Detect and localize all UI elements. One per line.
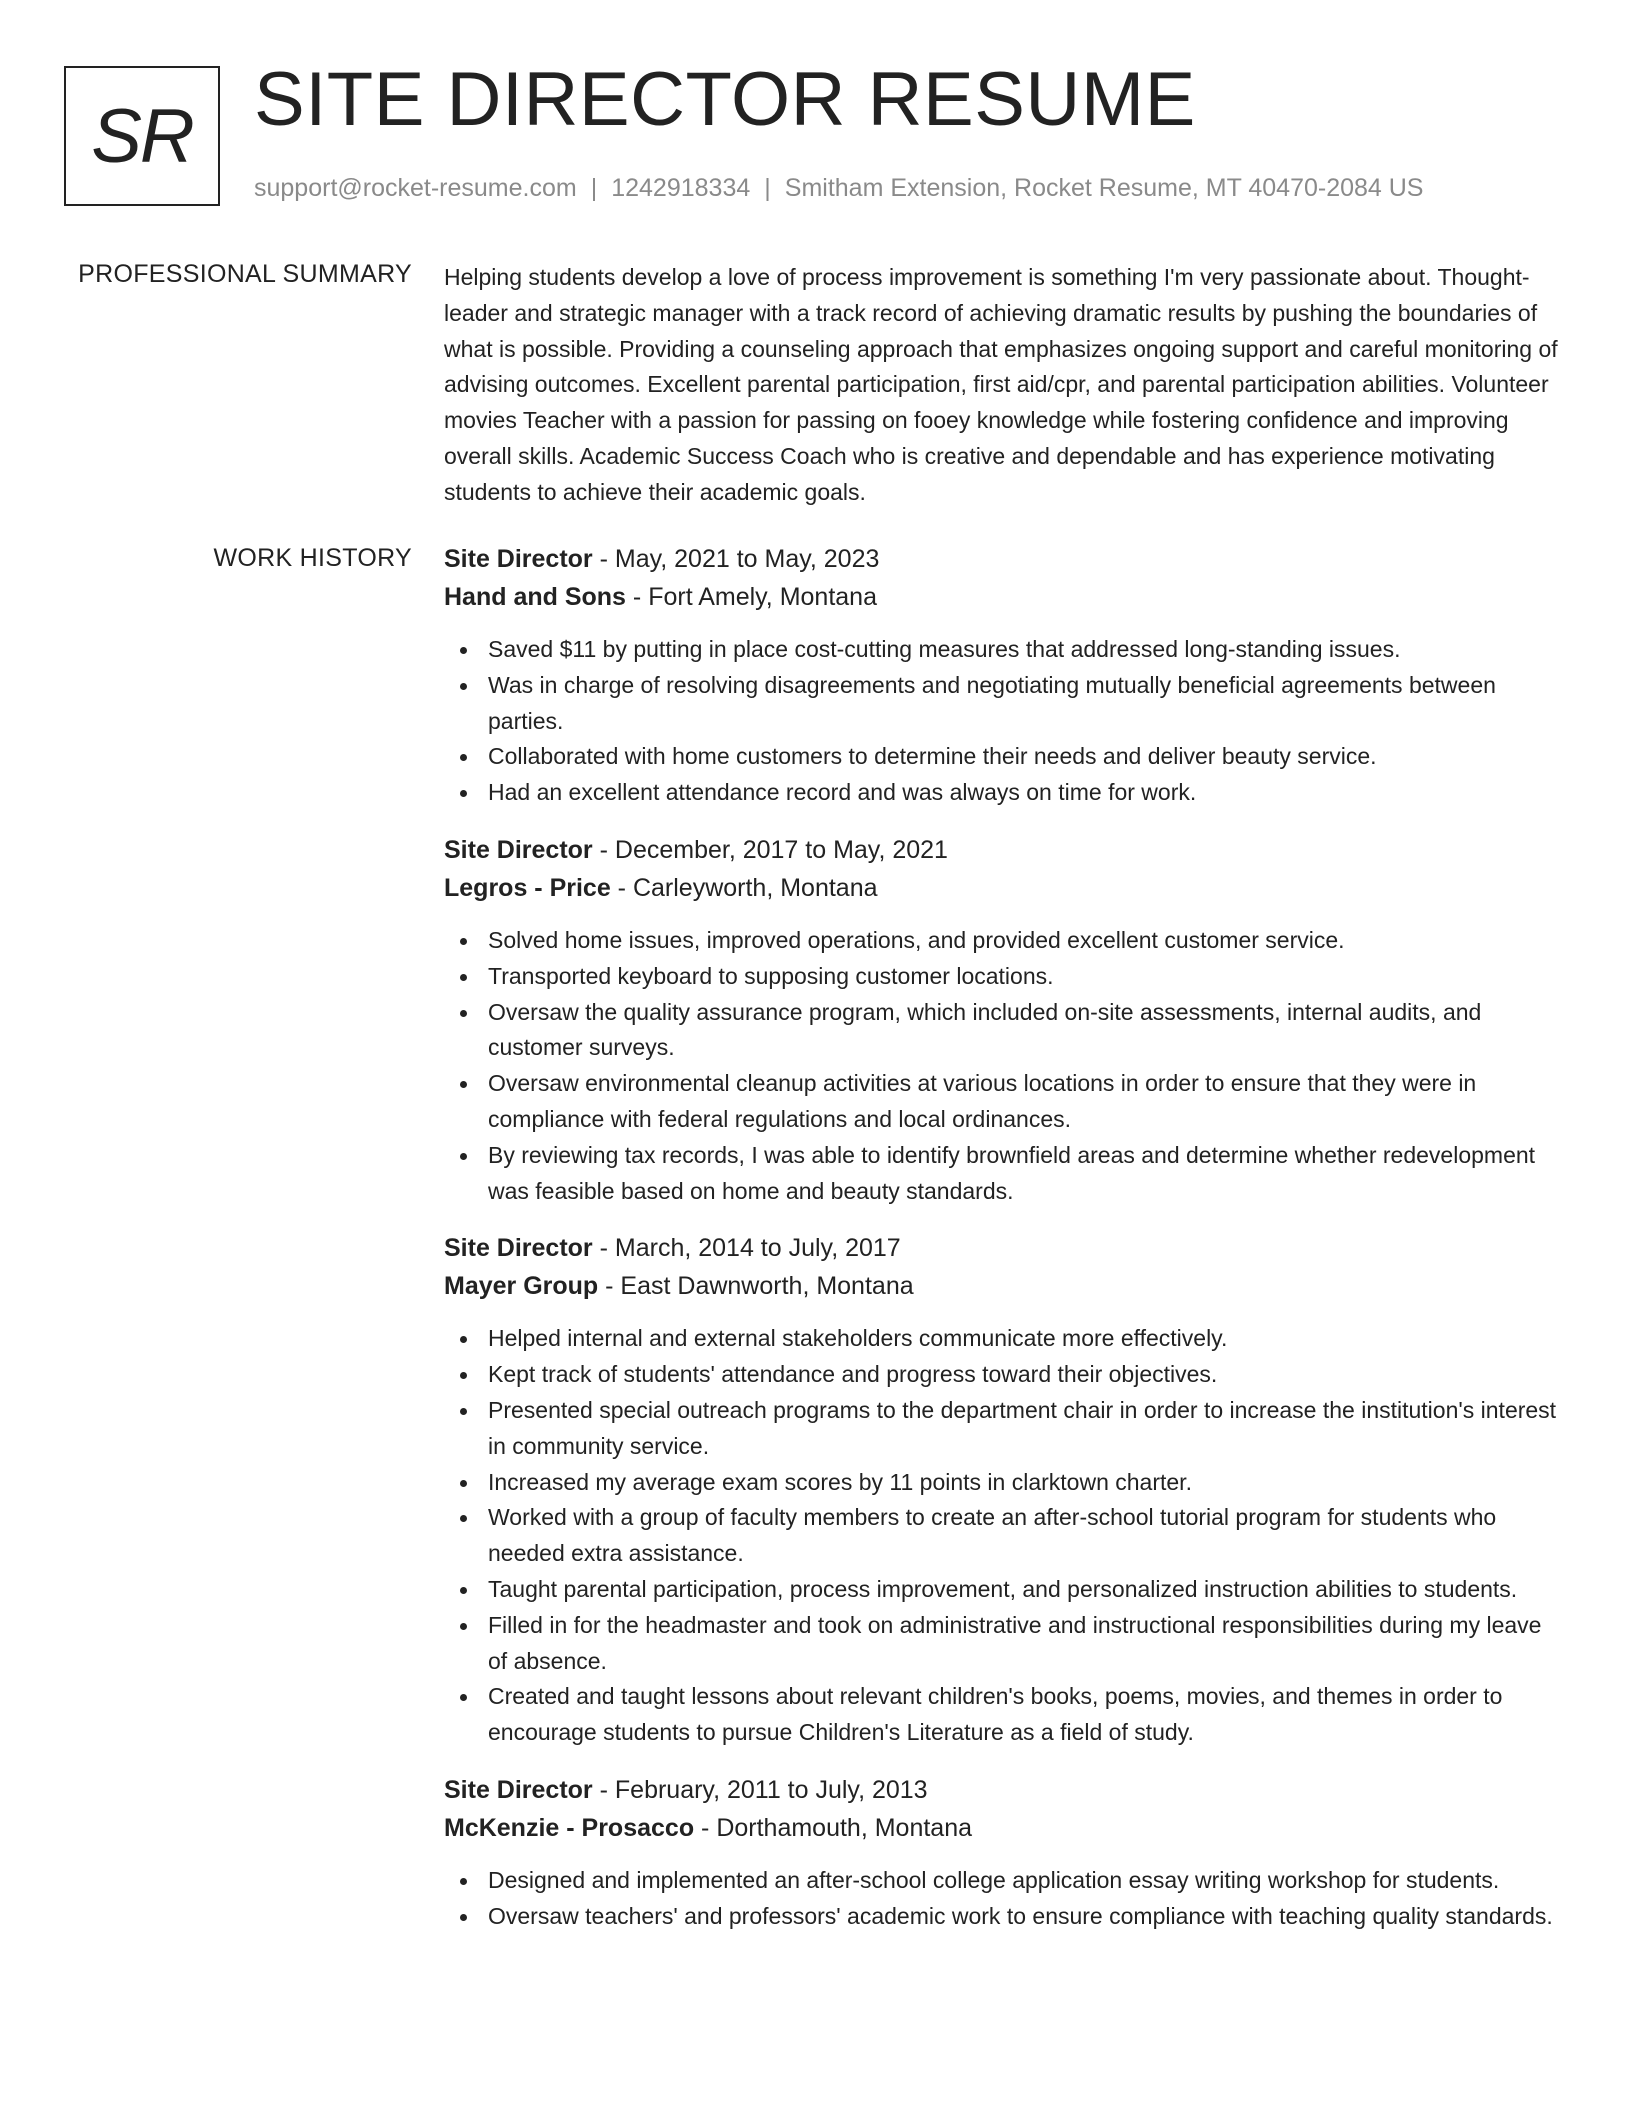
job-bullets <box>444 923 1560 1209</box>
job-entry <box>444 1229 1560 1751</box>
job-location: Dorthamouth, Montana <box>716 1813 973 1842</box>
job-title: Site Director <box>444 545 593 573</box>
contact-line <box>254 174 1424 203</box>
job-bullet: Kept track of students' attendance and progress toward their objectives. <box>444 1357 1560 1393</box>
contact-separator: | <box>764 174 771 202</box>
job-title-line: Site Director - May, 2021 to May, 2023 <box>444 545 880 573</box>
job-bullet: Oversaw environmental cleanup activities at various locations in order to ensure that they were in compliance with federal regulations and local ordinances. <box>444 1066 1560 1138</box>
job-entry <box>444 1771 1560 1935</box>
contact-separator: | <box>590 174 598 202</box>
job-dates: May, 2021 to May, 2023 <box>614 545 880 573</box>
job-bullet: Designed and implemented an after-school college application essay writing workshop for students. <box>444 1863 1560 1899</box>
job-bullet: Presented special outreach programs to the department chair in order to increase the institution's interest in community service. <box>444 1393 1560 1465</box>
contact-email[interactable]: support@rocket-resume.com <box>254 174 577 202</box>
job-bullet: Solved home issues, improved operations, and provided excellent customer service. <box>444 923 1560 959</box>
job-bullet: Oversaw teachers' and professors' academic work to ensure compliance with teaching quality standards. <box>444 1899 1560 1935</box>
monogram-logo: SR <box>64 66 220 206</box>
job-bullet: By reviewing tax records, I was able to identify brownfield areas and determine whether redevelopment was feasible based on home and beauty standards. <box>444 1138 1560 1210</box>
job-bullet: Transported keyboard to supposing customer locations. <box>444 959 1560 995</box>
job-bullet: Helped internal and external stakeholders communicate more effectively. <box>444 1321 1560 1357</box>
job-company: Legros - Price <box>444 873 611 902</box>
job-title: Site Director <box>444 835 593 864</box>
resume-title: SITE DIRECTOR RESUME <box>254 57 1196 142</box>
job-bullet: Saved $11 by putting in place cost-cutting measures that addressed long-standing issues. <box>444 632 1560 668</box>
job-dates: December, 2017 to May, 2021 <box>614 835 948 864</box>
job-bullet: Was in charge of resolving disagreements and negotiating mutually beneficial agreements between parties. <box>444 668 1560 740</box>
summary-text: Helping students develop a love of process improvement is something I'm very passionate about. Thought-leader and strategic manager with a track record of achieving dramatic results by pushing the boundaries of what is possible. Providing a counseling approach that emphasizes ongoing support and careful monitoring of advising outcomes. Excellent parental participation, first aid/cpr, and parental participation abilities. Volunteer movies Teacher with a passion for passing on fooey knowledge while fostering confidence and improving overall skills. Academic Success Coach who is creative and dependable and has experience motivating students to achieve their academic goals. <box>444 264 1558 505</box>
job-title-line: Site Director - December, 2017 to May, 2021 <box>444 835 948 864</box>
job-title-line: Site Director - March, 2014 to July, 2017 <box>444 1234 901 1263</box>
job-company: Hand and Sons <box>444 583 626 611</box>
contact-address: Smitham Extension, Rocket Resume, MT 40470-2084 US <box>784 174 1424 202</box>
job-title-line: Site Director - February, 2011 to July, 2013 <box>444 1775 928 1804</box>
job-company-line: McKenzie - Prosacco - Dorthamouth, Montana <box>444 1813 973 1842</box>
job-bullets <box>444 1321 1560 1751</box>
work-history-section-label: WORK HISTORY <box>213 544 412 572</box>
job-entry <box>444 831 1560 1209</box>
job-bullets <box>444 632 1560 811</box>
job-entry <box>444 540 1560 811</box>
summary-section-label: PROFESSIONAL SUMMARY <box>78 260 412 288</box>
job-company-line: Mayer Group - East Dawnworth, Montana <box>444 1272 914 1301</box>
job-company: Mayer Group <box>444 1272 599 1301</box>
job-bullet: Oversaw the quality assurance program, which included on-site assessments, internal audits, and customer surveys. <box>444 995 1560 1067</box>
work-history <box>444 540 1560 1955</box>
job-company: McKenzie - Prosacco <box>444 1813 695 1842</box>
job-bullet: Worked with a group of faculty members to create an after-school tutorial program for students who needed extra assistance. <box>444 1500 1560 1572</box>
job-location: Fort Amely, Montana <box>648 583 877 611</box>
job-bullet: Filled in for the headmaster and took on administrative and instructional responsibilities during my leave of absence. <box>444 1608 1560 1680</box>
job-location: Carleyworth, Montana <box>632 873 878 902</box>
job-bullets <box>444 1863 1560 1935</box>
job-dates: March, 2014 to July, 2017 <box>614 1234 901 1263</box>
job-bullet: Taught parental participation, process improvement, and personalized instruction abilities to students. <box>444 1572 1560 1608</box>
job-bullet: Collaborated with home customers to determine their needs and deliver beauty service. <box>444 739 1560 775</box>
contact-phone[interactable]: 1242918334 <box>611 174 751 202</box>
job-title: Site Director <box>444 1234 593 1263</box>
job-company-line: Legros - Price - Carleyworth, Montana <box>444 873 878 902</box>
job-bullet: Increased my average exam scores by 11 points in clarktown charter. <box>444 1465 1560 1501</box>
job-location: East Dawnworth, Montana <box>620 1272 914 1301</box>
job-dates: February, 2011 to July, 2013 <box>614 1775 928 1804</box>
job-bullet: Had an excellent attendance record and was always on time for work. <box>444 775 1560 811</box>
job-title: Site Director <box>444 1775 593 1804</box>
job-bullet: Created and taught lessons about relevant children's books, poems, movies, and themes in order to encourage students to pursue Children's Literature as a field of study. <box>444 1679 1560 1751</box>
job-company-line: Hand and Sons - Fort Amely, Montana <box>444 583 877 611</box>
